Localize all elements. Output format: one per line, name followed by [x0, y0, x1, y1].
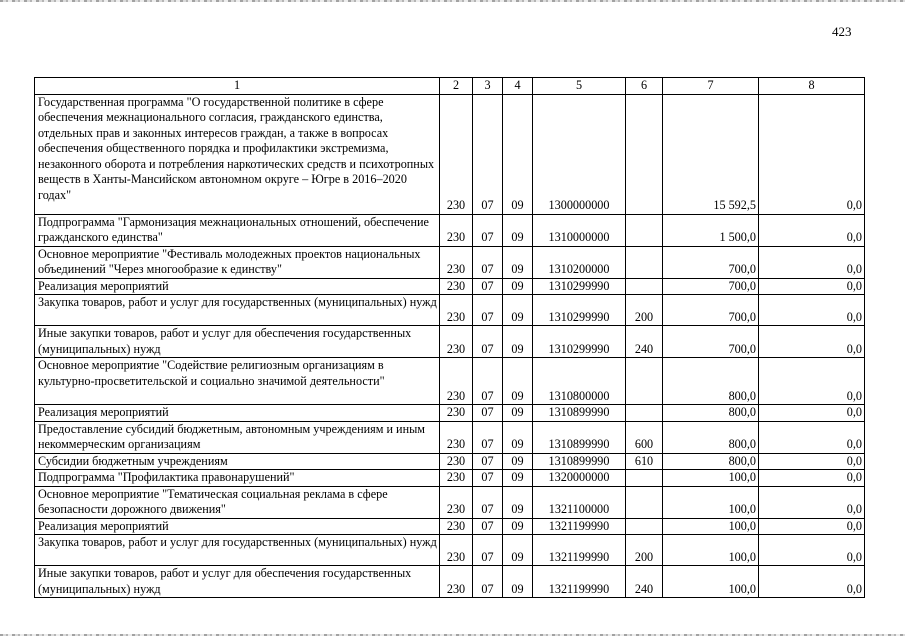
row-type-cell [626, 214, 663, 246]
row-amount-cell: 100,0 [663, 470, 759, 487]
row-amount-cell: 700,0 [663, 278, 759, 295]
row-col3-cell: 07 [473, 278, 503, 295]
table-row [35, 421, 865, 453]
row-col3-cell: 07 [473, 453, 503, 470]
row-type-cell [626, 405, 663, 422]
row-amount2-cell: 0,0 [759, 326, 865, 358]
row-code-cell: 1321199990 [533, 518, 626, 535]
row-col4-cell: 09 [503, 486, 533, 518]
row-amount-cell: 800,0 [663, 453, 759, 470]
row-name-cell: Закупка товаров, работ и услуг для государственных (муниципальных) нужд [35, 535, 440, 566]
row-col3-cell: 07 [473, 214, 503, 246]
row-type-cell: 600 [626, 421, 663, 453]
col-header-7: 7 [663, 78, 759, 95]
page-number: 423 [832, 24, 852, 39]
row-type-cell: 200 [626, 535, 663, 566]
row-code-cell: 1310200000 [533, 246, 626, 278]
row-amount-cell: 100,0 [663, 486, 759, 518]
row-amount2-cell: 0,0 [759, 518, 865, 535]
row-col3-cell: 07 [473, 566, 503, 598]
row-col3-cell: 07 [473, 535, 503, 566]
row-code-cell: 1310899990 [533, 421, 626, 453]
row-col2-cell: 230 [440, 470, 473, 487]
row-col2-cell: 230 [440, 278, 473, 295]
row-code-cell: 1310899990 [533, 405, 626, 422]
row-name-cell: Подпрограмма "Гармонизация межнациональных отношений, обеспечение гражданского единства" [35, 214, 440, 246]
row-code-cell: 1321199990 [533, 566, 626, 598]
row-col2-cell: 230 [440, 214, 473, 246]
table-row [35, 470, 865, 487]
row-name-cell: Иные закупки товаров, работ и услуг для обеспечения государственных (муниципальных) нужд [35, 326, 440, 358]
col-header-2: 2 [440, 78, 473, 95]
row-name-cell: Субсидии бюджетным учреждениям [35, 453, 440, 470]
row-code-cell: 1310000000 [533, 214, 626, 246]
row-type-cell [626, 246, 663, 278]
row-col2-cell: 230 [440, 358, 473, 405]
row-amount2-cell: 0,0 [759, 246, 865, 278]
row-amount2-cell: 0,0 [759, 421, 865, 453]
row-col4-cell: 09 [503, 421, 533, 453]
row-col2-cell: 230 [440, 518, 473, 535]
row-code-cell: 1321100000 [533, 486, 626, 518]
row-amount-cell: 800,0 [663, 421, 759, 453]
table-row [35, 278, 865, 295]
row-amount-cell: 800,0 [663, 358, 759, 405]
row-col2-cell: 230 [440, 295, 473, 326]
row-amount2-cell: 0,0 [759, 486, 865, 518]
row-amount-cell: 15 592,5 [663, 94, 759, 214]
row-col4-cell: 09 [503, 405, 533, 422]
row-type-cell: 200 [626, 295, 663, 326]
row-col3-cell: 07 [473, 94, 503, 214]
col-header-8: 8 [759, 78, 865, 95]
row-col4-cell: 09 [503, 566, 533, 598]
row-col2-cell: 230 [440, 566, 473, 598]
row-code-cell: 1300000000 [533, 94, 626, 214]
table-row [35, 358, 865, 405]
row-type-cell [626, 278, 663, 295]
row-amount2-cell: 0,0 [759, 295, 865, 326]
row-amount-cell: 700,0 [663, 295, 759, 326]
row-type-cell [626, 470, 663, 487]
row-col4-cell: 09 [503, 453, 533, 470]
row-amount2-cell: 0,0 [759, 358, 865, 405]
row-col4-cell: 09 [503, 470, 533, 487]
row-col3-cell: 07 [473, 295, 503, 326]
col-header-4: 4 [503, 78, 533, 95]
table-row [35, 246, 865, 278]
table-row [35, 214, 865, 246]
table-row [35, 295, 865, 326]
row-col2-cell: 230 [440, 486, 473, 518]
budget-table [34, 77, 865, 598]
row-amount2-cell: 0,0 [759, 405, 865, 422]
col-header-1: 1 [35, 78, 440, 95]
row-name-cell: Иные закупки товаров, работ и услуг для обеспечения государственных (муниципальных) нужд [35, 566, 440, 598]
row-type-cell: 610 [626, 453, 663, 470]
row-name-cell: Основное мероприятие "Фестиваль молодежных проектов национальных объединений "Через многообразие к единству" [35, 246, 440, 278]
row-col3-cell: 07 [473, 405, 503, 422]
row-amount2-cell: 0,0 [759, 470, 865, 487]
row-col2-cell: 230 [440, 94, 473, 214]
row-col2-cell: 230 [440, 421, 473, 453]
row-name-cell: Основное мероприятие "Тематическая социальная реклама в сфере безопасности дорожного движения" [35, 486, 440, 518]
scan-top-edge [0, 0, 905, 2]
row-name-cell: Реализация мероприятий [35, 405, 440, 422]
row-col2-cell: 230 [440, 535, 473, 566]
row-amount-cell: 1 500,0 [663, 214, 759, 246]
table-row [35, 566, 865, 598]
table-row [35, 518, 865, 535]
row-col4-cell: 09 [503, 358, 533, 405]
row-amount2-cell: 0,0 [759, 535, 865, 566]
row-name-cell: Предоставление субсидий бюджетным, автономным учреждениям и иным некоммерческим организациям [35, 421, 440, 453]
row-type-cell [626, 94, 663, 214]
scan-bottom-edge [0, 634, 905, 636]
row-type-cell: 240 [626, 326, 663, 358]
row-code-cell: 1310899990 [533, 453, 626, 470]
row-type-cell [626, 518, 663, 535]
row-name-cell: Государственная программа "О государственной политике в сфере обеспечения межнационального согласия, гражданского единства, отдельных прав и законных интересов граждан, а также в вопросах обеспечения общественного порядка и профилактики экстремизма, незаконного оборота и потребления наркотических средств и психотропных веществ в Ханты-Мансийском автономном округе – Югре в 2016–2020 годах" [35, 94, 440, 214]
row-amount2-cell: 0,0 [759, 453, 865, 470]
col-header-3: 3 [473, 78, 503, 95]
row-col3-cell: 07 [473, 358, 503, 405]
row-type-cell [626, 358, 663, 405]
col-header-5: 5 [533, 78, 626, 95]
row-col4-cell: 09 [503, 326, 533, 358]
row-amount2-cell: 0,0 [759, 278, 865, 295]
row-col4-cell: 09 [503, 246, 533, 278]
row-amount-cell: 700,0 [663, 246, 759, 278]
row-col3-cell: 07 [473, 326, 503, 358]
row-col3-cell: 07 [473, 421, 503, 453]
row-amount-cell: 100,0 [663, 518, 759, 535]
row-col4-cell: 09 [503, 94, 533, 214]
row-name-cell: Основное мероприятие "Содействие религиозным организациям в культурно-просветительской и социально значимой деятельности" [35, 358, 440, 405]
row-col3-cell: 07 [473, 518, 503, 535]
row-amount-cell: 800,0 [663, 405, 759, 422]
row-col4-cell: 09 [503, 295, 533, 326]
row-col2-cell: 230 [440, 246, 473, 278]
row-name-cell: Реализация мероприятий [35, 518, 440, 535]
row-col2-cell: 230 [440, 405, 473, 422]
row-amount2-cell: 0,0 [759, 214, 865, 246]
row-col2-cell: 230 [440, 453, 473, 470]
row-amount-cell: 100,0 [663, 535, 759, 566]
col-header-6: 6 [626, 78, 663, 95]
row-amount-cell: 700,0 [663, 326, 759, 358]
row-amount-cell: 100,0 [663, 566, 759, 598]
table-row [35, 486, 865, 518]
row-col3-cell: 07 [473, 246, 503, 278]
row-type-cell: 240 [626, 566, 663, 598]
row-code-cell: 1310800000 [533, 358, 626, 405]
table-row [35, 326, 865, 358]
row-code-cell: 1320000000 [533, 470, 626, 487]
table-row [35, 535, 865, 566]
header-row [35, 78, 865, 95]
row-code-cell: 1321199990 [533, 535, 626, 566]
row-name-cell: Подпрограмма "Профилактика правонарушений" [35, 470, 440, 487]
row-col4-cell: 09 [503, 214, 533, 246]
row-code-cell: 1310299990 [533, 278, 626, 295]
row-amount2-cell: 0,0 [759, 566, 865, 598]
row-col4-cell: 09 [503, 535, 533, 566]
row-code-cell: 1310299990 [533, 326, 626, 358]
table-row [35, 453, 865, 470]
row-name-cell: Реализация мероприятий [35, 278, 440, 295]
table-row [35, 405, 865, 422]
row-code-cell: 1310299990 [533, 295, 626, 326]
row-name-cell: Закупка товаров, работ и услуг для государственных (муниципальных) нужд [35, 295, 440, 326]
row-type-cell [626, 486, 663, 518]
row-col2-cell: 230 [440, 326, 473, 358]
row-amount2-cell: 0,0 [759, 94, 865, 214]
row-col4-cell: 09 [503, 518, 533, 535]
row-col4-cell: 09 [503, 278, 533, 295]
row-col3-cell: 07 [473, 486, 503, 518]
table-row [35, 94, 865, 214]
row-col3-cell: 07 [473, 470, 503, 487]
